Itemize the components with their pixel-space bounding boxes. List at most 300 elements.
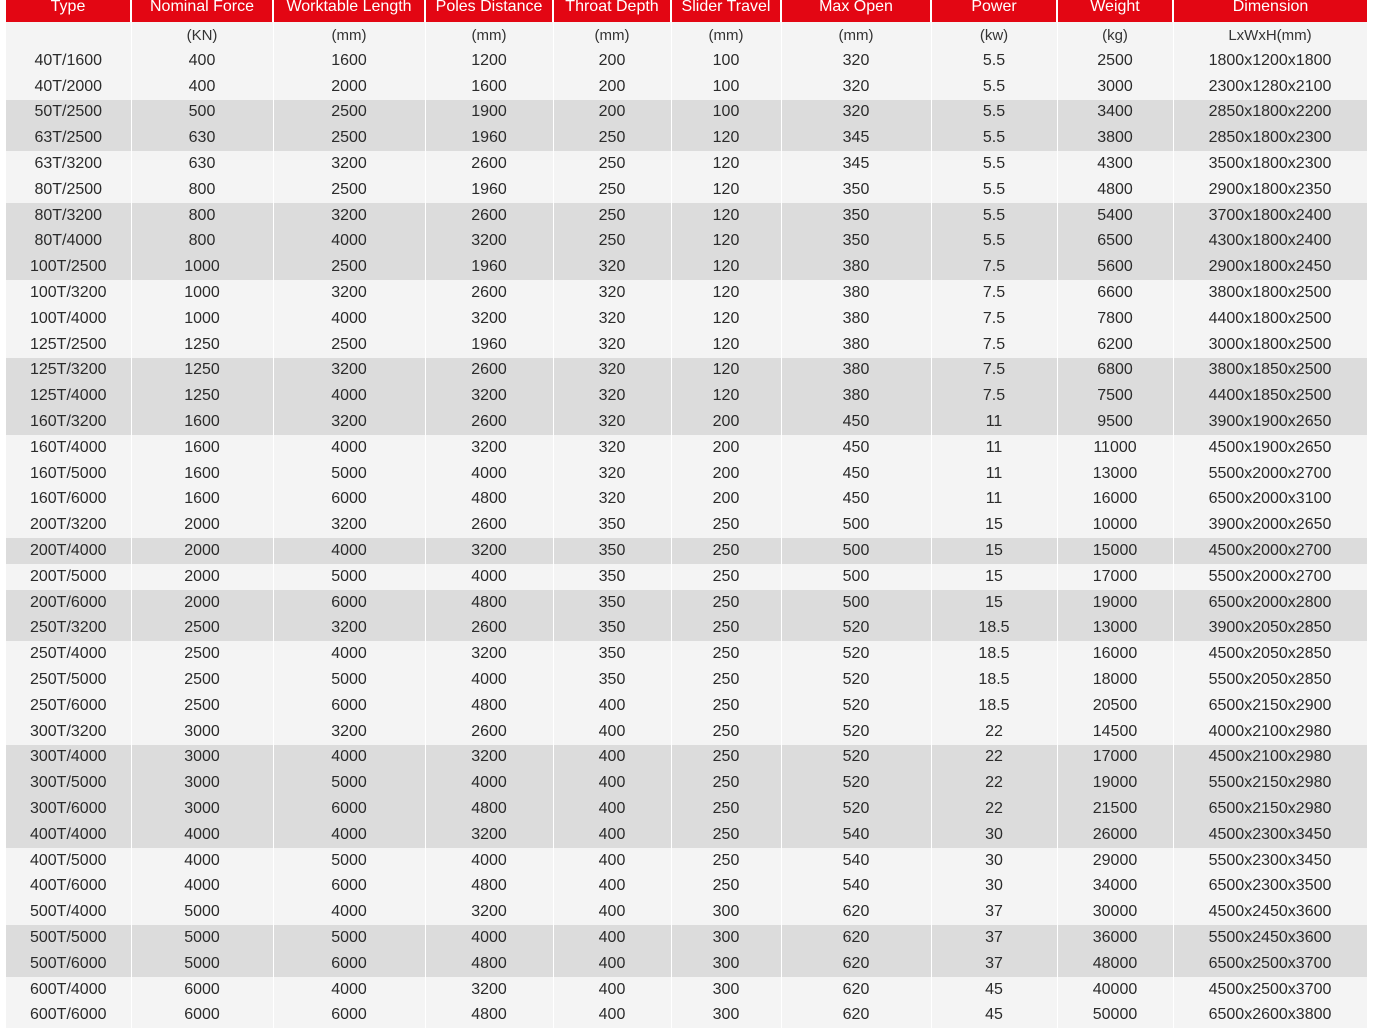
table-row: [6, 332, 1367, 358]
spec-cell: 4400x1800x2500: [1173, 306, 1367, 332]
spec-cell: 5.5: [931, 177, 1057, 203]
spec-cell: 5500x2300x3450: [1173, 848, 1367, 874]
spec-cell: 22: [931, 719, 1057, 745]
spec-cell: 2500: [1057, 48, 1173, 74]
unit-cell: (mm): [553, 22, 671, 48]
spec-cell: 6000: [131, 977, 273, 1003]
model-type-cell: 63T/2500: [6, 125, 131, 151]
spec-cell: 520: [781, 770, 931, 796]
spec-cell: 3400: [1057, 100, 1173, 126]
spec-cell: 45: [931, 977, 1057, 1003]
spec-cell: 3500x1800x2300: [1173, 151, 1367, 177]
spec-cell: 1600: [131, 461, 273, 487]
spec-cell: 5000: [131, 951, 273, 977]
spec-cell: 6000: [273, 796, 425, 822]
table-row: [6, 487, 1367, 513]
spec-cell: 18.5: [931, 616, 1057, 642]
spec-cell: 1600: [131, 487, 273, 513]
spec-cell: 29000: [1057, 848, 1173, 874]
spec-cell: 4500x1900x2650: [1173, 435, 1367, 461]
model-type-cell: 50T/2500: [6, 100, 131, 126]
spec-cell: 3900x2050x2850: [1173, 616, 1367, 642]
spec-cell: 1250: [131, 358, 273, 384]
spec-cell: 6600: [1057, 280, 1173, 306]
spec-cell: 6500x2150x2900: [1173, 693, 1367, 719]
spec-cell: 1960: [425, 177, 553, 203]
spec-cell: 5000: [131, 925, 273, 951]
spec-cell: 350: [781, 229, 931, 255]
spec-cell: 320: [553, 383, 671, 409]
spec-table-container: [6, 0, 1367, 1028]
spec-cell: 4000: [273, 383, 425, 409]
table-row: [6, 151, 1367, 177]
spec-cell: 120: [671, 332, 781, 358]
spec-cell: 250: [553, 177, 671, 203]
model-type-cell: 160T/4000: [6, 435, 131, 461]
spec-cell: 4500x2300x3450: [1173, 822, 1367, 848]
spec-cell: 3000: [131, 745, 273, 771]
spec-cell: 7800: [1057, 306, 1173, 332]
spec-cell: 450: [781, 409, 931, 435]
spec-cell: 320: [553, 487, 671, 513]
table-row: [6, 409, 1367, 435]
spec-cell: 3200: [425, 822, 553, 848]
spec-cell: 4800: [425, 874, 553, 900]
spec-cell: 7.5: [931, 306, 1057, 332]
model-type-cell: 200T/6000: [6, 590, 131, 616]
spec-cell: 120: [671, 125, 781, 151]
spec-cell: 500: [781, 512, 931, 538]
spec-cell: 2600: [425, 409, 553, 435]
spec-cell: 5.5: [931, 229, 1057, 255]
spec-cell: 400: [553, 796, 671, 822]
spec-cell: 320: [553, 280, 671, 306]
table-row: [6, 977, 1367, 1003]
model-type-cell: 600T/6000: [6, 1002, 131, 1028]
spec-cell: 400: [553, 822, 671, 848]
spec-cell: 320: [553, 254, 671, 280]
model-type-cell: 250T/5000: [6, 667, 131, 693]
spec-cell: 2600: [425, 719, 553, 745]
spec-cell: 3200: [273, 512, 425, 538]
spec-cell: 13000: [1057, 461, 1173, 487]
spec-cell: 5.5: [931, 125, 1057, 151]
spec-cell: 400: [553, 951, 671, 977]
spec-cell: 320: [553, 409, 671, 435]
spec-cell: 4000: [273, 229, 425, 255]
unit-cell: LxWxH(mm): [1173, 22, 1367, 48]
spec-cell: 350: [781, 177, 931, 203]
spec-cell: 200: [671, 409, 781, 435]
spec-cell: 7500: [1057, 383, 1173, 409]
spec-cell: 320: [553, 435, 671, 461]
spec-cell: 3000: [131, 770, 273, 796]
table-row: [6, 254, 1367, 280]
spec-cell: 5000: [131, 899, 273, 925]
spec-cell: 4000: [273, 538, 425, 564]
spec-cell: 2000: [131, 512, 273, 538]
spec-cell: 250: [671, 796, 781, 822]
spec-cell: 20500: [1057, 693, 1173, 719]
spec-cell: 120: [671, 280, 781, 306]
spec-cell: 350: [553, 512, 671, 538]
spec-cell: 320: [553, 461, 671, 487]
spec-cell: 3200: [425, 899, 553, 925]
model-type-cell: 80T/2500: [6, 177, 131, 203]
spec-cell: 400: [553, 745, 671, 771]
spec-cell: 6800: [1057, 358, 1173, 384]
spec-cell: 300: [671, 925, 781, 951]
table-row: [6, 822, 1367, 848]
spec-cell: 2600: [425, 512, 553, 538]
spec-table: [6, 0, 1368, 1028]
model-type-cell: 40T/2000: [6, 74, 131, 100]
model-type-cell: 125T/4000: [6, 383, 131, 409]
table-row: [6, 693, 1367, 719]
spec-cell: 1250: [131, 332, 273, 358]
spec-cell: 26000: [1057, 822, 1173, 848]
model-type-cell: 160T/5000: [6, 461, 131, 487]
spec-cell: 19000: [1057, 770, 1173, 796]
spec-cell: 1600: [425, 74, 553, 100]
spec-cell: 2000: [131, 564, 273, 590]
spec-cell: 30000: [1057, 899, 1173, 925]
spec-cell: 400: [553, 899, 671, 925]
spec-cell: 3200: [273, 719, 425, 745]
spec-cell: 120: [671, 229, 781, 255]
model-type-cell: 300T/5000: [6, 770, 131, 796]
spec-cell: 250: [553, 151, 671, 177]
column-header: Poles Distance: [425, 0, 553, 22]
spec-cell: 320: [781, 48, 931, 74]
model-type-cell: 160T/6000: [6, 487, 131, 513]
spec-cell: 1000: [131, 280, 273, 306]
table-row: [6, 306, 1367, 332]
spec-cell: 3000: [131, 796, 273, 822]
table-row: [6, 48, 1367, 74]
spec-cell: 4000x2100x2980: [1173, 719, 1367, 745]
spec-cell: 620: [781, 899, 931, 925]
spec-cell: 250: [671, 616, 781, 642]
spec-cell: 5500x2150x2980: [1173, 770, 1367, 796]
spec-cell: 37: [931, 951, 1057, 977]
spec-cell: 3200: [425, 229, 553, 255]
spec-cell: 450: [781, 435, 931, 461]
column-header: Nominal Force: [131, 0, 273, 22]
spec-cell: 11: [931, 409, 1057, 435]
model-type-cell: 125T/2500: [6, 332, 131, 358]
spec-cell: 16000: [1057, 641, 1173, 667]
spec-cell: 350: [781, 203, 931, 229]
spec-cell: 22: [931, 745, 1057, 771]
spec-cell: 400: [553, 1002, 671, 1028]
spec-cell: 7.5: [931, 280, 1057, 306]
spec-cell: 7.5: [931, 358, 1057, 384]
spec-cell: 17000: [1057, 745, 1173, 771]
spec-cell: 2000: [273, 74, 425, 100]
table-row: [6, 616, 1367, 642]
column-header: Max Open: [781, 0, 931, 22]
spec-cell: 400: [131, 74, 273, 100]
table-row: [6, 899, 1367, 925]
model-type-cell: 500T/5000: [6, 925, 131, 951]
spec-cell: 11: [931, 487, 1057, 513]
spec-cell: 400: [553, 977, 671, 1003]
spec-cell: 1960: [425, 125, 553, 151]
spec-cell: 540: [781, 848, 931, 874]
spec-cell: 4800: [1057, 177, 1173, 203]
spec-cell: 5500x2000x2700: [1173, 564, 1367, 590]
table-row: [6, 667, 1367, 693]
spec-cell: 5000: [273, 667, 425, 693]
model-type-cell: 300T/3200: [6, 719, 131, 745]
spec-cell: 11000: [1057, 435, 1173, 461]
model-type-cell: 400T/6000: [6, 874, 131, 900]
spec-cell: 7.5: [931, 332, 1057, 358]
spec-cell: 250: [553, 203, 671, 229]
model-type-cell: 40T/1600: [6, 48, 131, 74]
spec-cell: 3200: [425, 538, 553, 564]
spec-cell: 2850x1800x2200: [1173, 100, 1367, 126]
spec-cell: 6000: [131, 1002, 273, 1028]
table-row: [6, 435, 1367, 461]
model-type-cell: 80T/4000: [6, 229, 131, 255]
spec-cell: 3200: [273, 280, 425, 306]
spec-cell: 350: [553, 538, 671, 564]
spec-cell: 300: [671, 899, 781, 925]
spec-cell: 3900x2000x2650: [1173, 512, 1367, 538]
spec-cell: 250: [671, 745, 781, 771]
table-row: [6, 538, 1367, 564]
table-row: [6, 203, 1367, 229]
spec-cell: 250: [671, 693, 781, 719]
spec-cell: 400: [553, 770, 671, 796]
spec-cell: 5.5: [931, 151, 1057, 177]
spec-cell: 40000: [1057, 977, 1173, 1003]
spec-cell: 200: [553, 74, 671, 100]
spec-cell: 3000x1800x2500: [1173, 332, 1367, 358]
spec-cell: 3700x1800x2400: [1173, 203, 1367, 229]
spec-cell: 630: [131, 151, 273, 177]
spec-cell: 350: [553, 564, 671, 590]
spec-cell: 2600: [425, 151, 553, 177]
spec-cell: 1000: [131, 254, 273, 280]
spec-cell: 30: [931, 848, 1057, 874]
model-type-cell: 200T/3200: [6, 512, 131, 538]
spec-cell: 1960: [425, 254, 553, 280]
model-type-cell: 600T/4000: [6, 977, 131, 1003]
spec-cell: 15: [931, 590, 1057, 616]
spec-cell: 3000: [131, 719, 273, 745]
spec-cell: 30: [931, 822, 1057, 848]
model-type-cell: 80T/3200: [6, 203, 131, 229]
spec-cell: 15: [931, 564, 1057, 590]
table-row: [6, 280, 1367, 306]
spec-cell: 2500: [131, 641, 273, 667]
spec-cell: 4000: [425, 461, 553, 487]
spec-cell: 380: [781, 383, 931, 409]
units-row: [6, 22, 1367, 48]
spec-cell: 400: [553, 925, 671, 951]
spec-cell: 4500x2100x2980: [1173, 745, 1367, 771]
spec-cell: 10000: [1057, 512, 1173, 538]
table-header: [6, 0, 1367, 22]
spec-cell: 50000: [1057, 1002, 1173, 1028]
spec-cell: 250: [671, 512, 781, 538]
spec-cell: 200: [553, 100, 671, 126]
spec-cell: 37: [931, 899, 1057, 925]
spec-cell: 3200: [425, 435, 553, 461]
spec-cell: 7.5: [931, 383, 1057, 409]
spec-cell: 300: [671, 951, 781, 977]
unit-cell: (KN): [131, 22, 273, 48]
spec-cell: 800: [131, 177, 273, 203]
spec-cell: 2000: [131, 590, 273, 616]
spec-cell: 320: [553, 306, 671, 332]
spec-cell: 120: [671, 306, 781, 332]
table-row: [6, 1002, 1367, 1028]
spec-cell: 6500x2300x3500: [1173, 874, 1367, 900]
spec-cell: 5000: [273, 925, 425, 951]
column-header: Slider Travel: [671, 0, 781, 22]
table-row: [6, 641, 1367, 667]
spec-cell: 250: [671, 538, 781, 564]
spec-cell: 3800x1850x2500: [1173, 358, 1367, 384]
header-row: [6, 0, 1367, 22]
spec-cell: 37: [931, 925, 1057, 951]
spec-cell: 250: [671, 641, 781, 667]
spec-cell: 1900: [425, 100, 553, 126]
model-type-cell: 100T/3200: [6, 280, 131, 306]
spec-cell: 540: [781, 822, 931, 848]
model-type-cell: 100T/2500: [6, 254, 131, 280]
spec-cell: 380: [781, 358, 931, 384]
spec-cell: 120: [671, 254, 781, 280]
spec-cell: 200: [671, 435, 781, 461]
spec-cell: 250: [671, 848, 781, 874]
spec-cell: 48000: [1057, 951, 1173, 977]
spec-cell: 4000: [273, 899, 425, 925]
spec-cell: 4000: [273, 641, 425, 667]
spec-cell: 4000: [273, 977, 425, 1003]
spec-cell: 345: [781, 151, 931, 177]
spec-cell: 250: [671, 590, 781, 616]
spec-cell: 3200: [425, 383, 553, 409]
spec-cell: 2500: [273, 177, 425, 203]
spec-cell: 2600: [425, 616, 553, 642]
model-type-cell: 160T/3200: [6, 409, 131, 435]
spec-cell: 6000: [273, 590, 425, 616]
spec-cell: 2500: [273, 254, 425, 280]
table-row: [6, 125, 1367, 151]
spec-cell: 4800: [425, 1002, 553, 1028]
spec-cell: 3200: [425, 977, 553, 1003]
spec-cell: 4800: [425, 693, 553, 719]
table-row: [6, 512, 1367, 538]
spec-cell: 4000: [425, 925, 553, 951]
spec-cell: 3800: [1057, 125, 1173, 151]
spec-cell: 250: [671, 564, 781, 590]
table-row: [6, 100, 1367, 126]
spec-cell: 350: [553, 616, 671, 642]
spec-cell: 4000: [425, 770, 553, 796]
table-row: [6, 796, 1367, 822]
spec-cell: 5000: [273, 848, 425, 874]
spec-cell: 1000: [131, 306, 273, 332]
table-row: [6, 229, 1367, 255]
spec-cell: 15000: [1057, 538, 1173, 564]
spec-cell: 500: [131, 100, 273, 126]
spec-cell: 520: [781, 667, 931, 693]
table-body: [6, 22, 1367, 1028]
spec-cell: 6000: [273, 951, 425, 977]
spec-cell: 3000: [1057, 74, 1173, 100]
spec-cell: 620: [781, 925, 931, 951]
spec-cell: 22: [931, 796, 1057, 822]
spec-cell: 6000: [273, 1002, 425, 1028]
spec-cell: 100: [671, 48, 781, 74]
table-row: [6, 874, 1367, 900]
spec-cell: 250: [671, 719, 781, 745]
spec-cell: 120: [671, 203, 781, 229]
spec-cell: 350: [553, 641, 671, 667]
spec-cell: 520: [781, 796, 931, 822]
spec-cell: 1800x1200x1800: [1173, 48, 1367, 74]
spec-cell: 15: [931, 538, 1057, 564]
table-row: [6, 590, 1367, 616]
spec-cell: 520: [781, 641, 931, 667]
spec-cell: 4000: [273, 822, 425, 848]
spec-cell: 4000: [131, 848, 273, 874]
spec-cell: 250: [671, 667, 781, 693]
spec-cell: 520: [781, 693, 931, 719]
spec-cell: 380: [781, 306, 931, 332]
spec-cell: 4000: [425, 564, 553, 590]
spec-cell: 320: [553, 332, 671, 358]
table-row: [6, 358, 1367, 384]
spec-cell: 45: [931, 1002, 1057, 1028]
spec-cell: 2500: [273, 100, 425, 126]
spec-cell: 4800: [425, 796, 553, 822]
spec-cell: 4000: [425, 848, 553, 874]
spec-cell: 6200: [1057, 332, 1173, 358]
spec-cell: 800: [131, 203, 273, 229]
spec-cell: 6500x2150x2980: [1173, 796, 1367, 822]
spec-cell: 36000: [1057, 925, 1173, 951]
spec-cell: 3900x1900x2650: [1173, 409, 1367, 435]
spec-cell: 380: [781, 254, 931, 280]
spec-cell: 5.5: [931, 48, 1057, 74]
spec-cell: 6000: [273, 693, 425, 719]
spec-cell: 400: [553, 693, 671, 719]
spec-cell: 200: [553, 48, 671, 74]
table-row: [6, 745, 1367, 771]
column-header: Dimension: [1173, 0, 1367, 22]
unit-cell: (mm): [273, 22, 425, 48]
model-type-cell: 200T/5000: [6, 564, 131, 590]
spec-cell: 250: [671, 874, 781, 900]
spec-cell: 2500: [273, 332, 425, 358]
spec-cell: 6000: [273, 487, 425, 513]
spec-cell: 100: [671, 100, 781, 126]
spec-cell: 6500x2600x3800: [1173, 1002, 1367, 1028]
table-row: [6, 719, 1367, 745]
spec-cell: 2500: [131, 667, 273, 693]
spec-cell: 1600: [131, 409, 273, 435]
spec-cell: 3800x1800x2500: [1173, 280, 1367, 306]
spec-cell: 34000: [1057, 874, 1173, 900]
spec-cell: 15: [931, 512, 1057, 538]
